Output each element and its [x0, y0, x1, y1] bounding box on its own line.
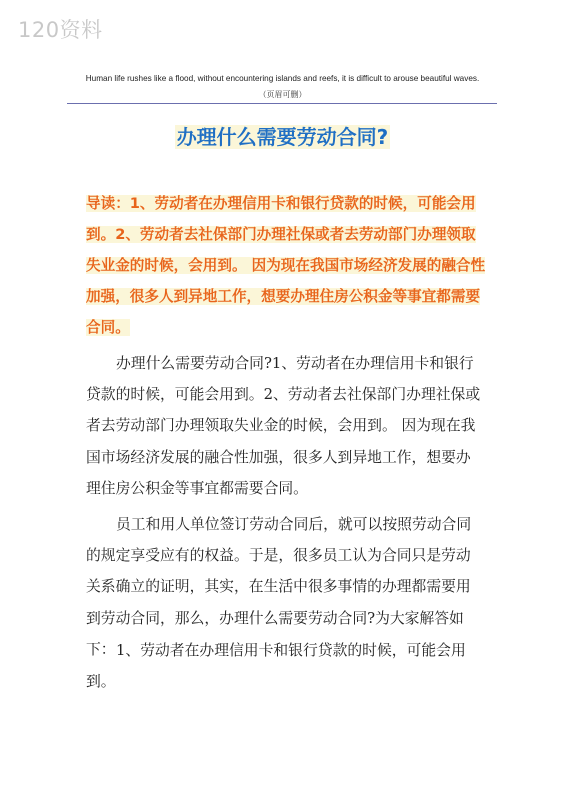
- intro-summary-text: 导读：1、劳动者在办理信用卡和银行贷款的时候，可能会用到。2、劳动者去社保部门办理社保或者去劳动部门办理领取失业金的时候，会用到。 因为现在我国市场经济发展的融合性加强，很多人到异地工作，想要办理住房公积金等事宜都需要合同。: [86, 195, 486, 336]
- document-title-text: 办理什么需要劳动合同?: [176, 125, 389, 149]
- body-paragraph-2: 员工和用人单位签订劳动合同后，就可以按照劳动合同的规定享受应有的权益。于是，很多员工认为合同只是劳动关系确立的证明，其实，在生活中很多事情的办理都需要用到劳动合同，那么，办理什么需要劳动合同?为大家解答如下：: [86, 516, 472, 658]
- intro-summary: [86, 188, 486, 343]
- header-note: （页眉可删）: [258, 90, 307, 99]
- header-divider: [67, 103, 497, 104]
- header-quote: Human life rushes like a flood, without encountering islands and reefs, it is difficult to arouse beautiful waves.: [85, 74, 480, 83]
- body-paragraph-1: 办理什么需要劳动合同?1、劳动者在办理信用卡和银行贷款的时候，可能会用到。2、劳动者去社保部门办理社保或者去劳动部门办理领取失业金的时候，会用到。 因为现在我国市场经济发展的融合性加强，很多人到异地工作，想要办理住房公积金等事宜都需要合同。: [86, 355, 481, 497]
- body-paragraph-3: 1、劳动者在办理信用卡和银行贷款的时候，可能会用到。: [86, 642, 466, 691]
- document-title: [0, 121, 565, 150]
- watermark: 120资料: [18, 18, 103, 42]
